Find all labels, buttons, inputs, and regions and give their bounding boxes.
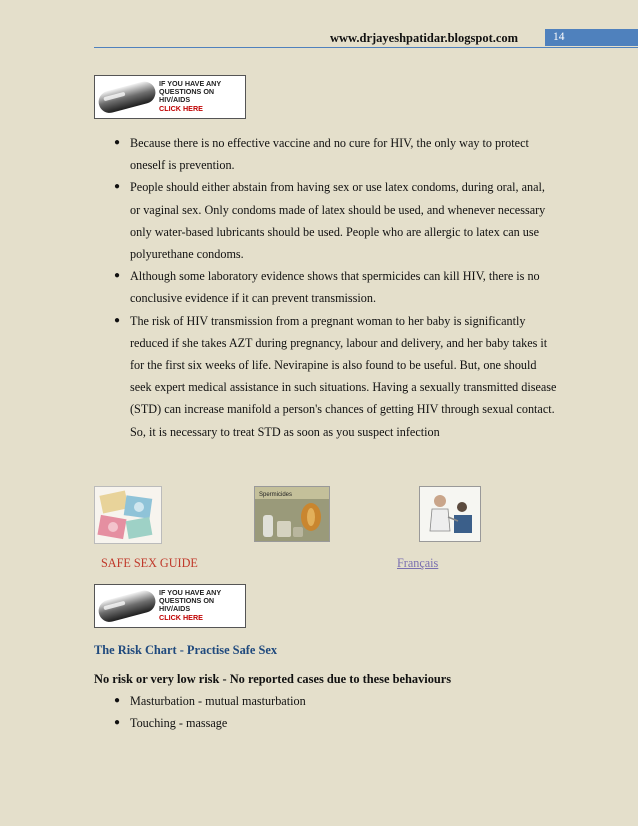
bullet-icon: ● <box>114 270 121 282</box>
list-item: ● People should either abstain from having sex or use latex condoms, during oral, anal, or vaginal sex. Only condoms made of latex should be used, and whenever necessary only water-based lubricants should be used. People who are allergic to latex can use polyurethane condoms. <box>110 176 558 265</box>
prevention-list <box>110 132 558 443</box>
risk-chart-heading: The Risk Chart - Practise Safe Sex <box>94 643 278 657</box>
pill-capsule-icon <box>95 585 161 627</box>
pill-capsule-icon <box>95 76 161 118</box>
condom-packets-illustration <box>95 487 162 544</box>
bullet-icon: ● <box>114 717 121 729</box>
bullet-icon: ● <box>114 181 121 193</box>
safe-sex-guide-link[interactable]: SAFE SEX GUIDE <box>101 556 198 570</box>
spermicides-label: Spermicides <box>259 492 293 498</box>
hiv-questions-banner[interactable] <box>94 75 246 119</box>
risk-subheading: No risk or very low risk - No reported cases due to these behaviours <box>94 672 452 686</box>
header-url: www.drjayeshpatidar.blogspot.com <box>330 31 519 45</box>
header-rule <box>94 47 638 48</box>
banner-text: IF YOU HAVE ANY QUESTIONS ON HIV/AIDS CLICK HERE <box>159 80 245 113</box>
no-risk-list <box>110 690 558 734</box>
bullet-icon: ● <box>114 695 121 706</box>
list-item: ● The risk of HIV transmission from a pregnant woman to her baby is significantly reduced if she takes AZT during pregnancy, labour and delivery, and her baby takes it for the first six weeks of life. Nevirapine is also found to be useful. But, one should seek expert medical assistance in such situations. Having a sexually transmitted disease (STD) can increase manifold a person's chances of getting HIV through sexual contact. So, it is necessary to treat STD as soon as you suspect infection <box>110 310 558 443</box>
list-item: ● Although some laboratory evidence shows that spermicides can kill HIV, there is no conclusive evidence if it can prevent transmission. <box>110 265 558 309</box>
francais-link[interactable]: Français <box>397 556 439 570</box>
banner-text: IF YOU HAVE ANY QUESTIONS ON HIV/AIDS CLICK HERE <box>159 589 245 622</box>
spermicides-image[interactable] <box>254 486 330 542</box>
hiv-questions-banner[interactable] <box>94 584 246 628</box>
page-number: 14 <box>545 29 638 46</box>
list-item: ● Touching - massage <box>110 712 558 734</box>
click-here-link[interactable]: CLICK HERE <box>159 612 203 622</box>
condoms-image[interactable] <box>94 486 162 544</box>
bullet-icon: ● <box>114 314 121 326</box>
doctor-patient-image[interactable] <box>419 486 481 542</box>
bullet-icon: ● <box>114 137 121 148</box>
click-here-link[interactable]: CLICK HERE <box>159 103 203 113</box>
list-item: ● Masturbation - mutual masturbation <box>110 690 558 712</box>
list-item: ● Because there is no effective vaccine and no cure for HIV, the only way to protect oneself is prevention. <box>110 132 558 176</box>
